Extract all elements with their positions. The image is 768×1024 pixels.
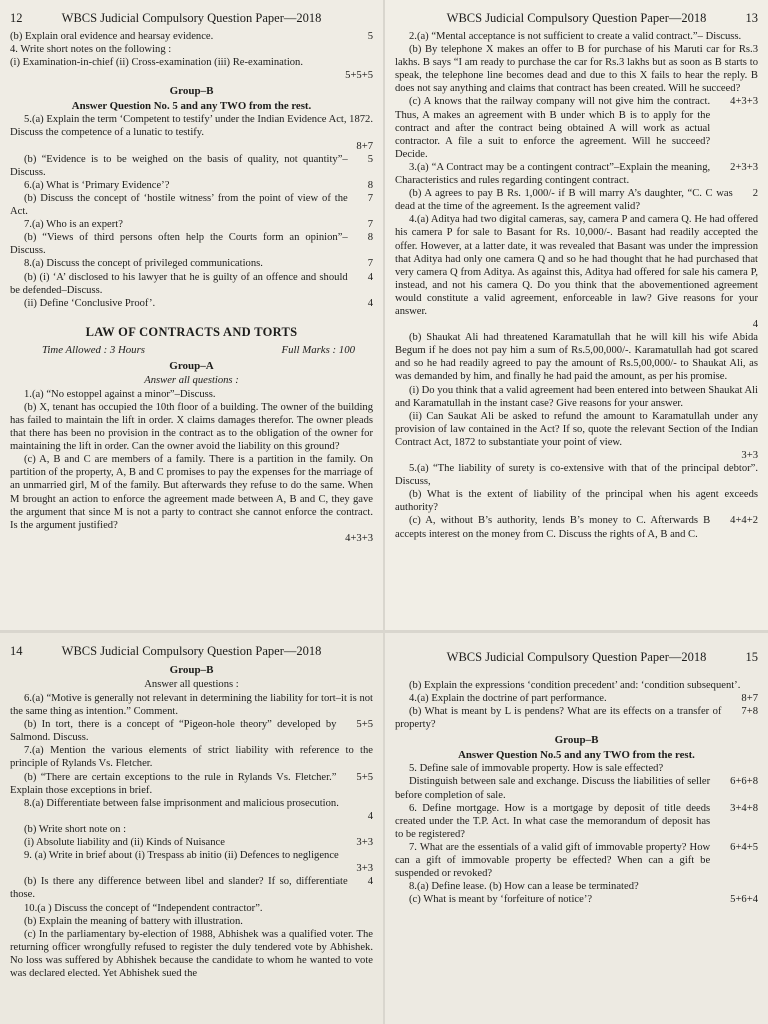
question: (b) “Evidence is to be weighed on the basis of quality, not quantity”– Discuss. 5 — [10, 153, 373, 178]
answer-instruction: Answer Question No. 5 and any TWO from the rest. — [71, 100, 312, 113]
question: 7. What are the essentials of a valid gift of immovable property? How can a gift of immovable property be effected? When can a gift be suspended or revoked? 6+4+5 — [395, 841, 758, 880]
page-header — [10, 643, 373, 659]
page-number: 13 — [745, 11, 758, 25]
question: (ii) Define ‘Conclusive Proof’. 4 — [24, 297, 373, 309]
marks: 8+7 — [356, 140, 373, 152]
question: (b) A agrees to pay B Rs. 1,000/- if B will marry A’s daughter, “C. C was dead at the time of the agreement. Is the agreement valid? 2 — [395, 188, 758, 213]
question: (b) Is there any difference between libel and slander? If so, differentiate those. 4 — [10, 876, 373, 901]
group-heading: Group–B — [169, 85, 214, 98]
page-number: 14 — [10, 644, 23, 658]
question: (c) A, without B’s authority, lends B’s money to C. Afterwards B accepts interest on the money from C. Discuss the rights of A, B and C. 4+4+2 — [395, 515, 758, 540]
question: 7.(a) Mention the various elements of strict liability with reference to the principle of Rylands Vs. Fletcher. — [10, 745, 373, 770]
question: (b) Explain the expressions ‘condition precedent’ and: ‘condition subsequent’. — [409, 680, 741, 691]
question: (c) In the parliamentary by-election of 1988, Abhishek was a qualified voter. The returning officer wrongfully refused to register the duly tendered vote by Abhishek. No loss was suffered by Abhishek because the candidate to whom he wanted to vote was declared elected. Yet Abhishek sued the — [10, 928, 373, 979]
question: (b) Shaukat Ali had threatened Karamatullah that he will kill his wife Abida Begum if he does not pay him a sum of Rs.5,00,000/-. Karamatullah had got scared and so he had readily agreed to pay the amount of Rs.5,00,000/- to Shaukat Ali, as was demanded by him, and finally he had paid the amount, as per his promise. — [395, 332, 758, 383]
marks: 3+3 — [741, 450, 758, 461]
question: (i) Do you think that a valid agreement had been entered into between Shaukat Ali and Karamatullah in the instant case? Give reasons for your answer. — [395, 384, 758, 409]
question: 4.(a) Explain the doctrine of part performance. 8+7 — [409, 693, 758, 705]
question: 10.(a ) Discuss the concept of “Independent contractor”. — [24, 902, 263, 914]
marks: 4 — [367, 810, 373, 822]
page-15 — [385, 633, 768, 1024]
question: (c) What is meant by ‘forfeiture of notice’? 5+6+4 — [409, 894, 758, 906]
question: (b) What is the extent of liability of the principal when his agent exceeds authority? — [395, 489, 758, 514]
exam-meta — [10, 343, 373, 357]
question: 4.(a) Aditya had two digital cameras, say, camera P and camera Q. He had offered his camera P for sale to Basant for Rs. 10,000/-. Basant had readily accepted the offer. However, at a latter date, it was revealed that Basant was under the impression that Aditya had only one camera Q and so he had thought that he had purchased that very camera Q from Aditya. As against this, Aditya had offered for sale his camera P, instead, and not his camera Q. Do you think that the abovementioned agreement would constitute a valid agreement, enforceable in law? Give reasons for your answer. — [395, 214, 758, 317]
marks: 4 — [752, 319, 758, 331]
question: (b) X, tenant has occupied the 10th floor of a building. The owner of the building has failed to maintain the lift in order. X claims damages therefor. The owner pleads that there has been no provision in the contract as to the obligation of the owner for maintaining the lift in order. Can the owner avoid the liability on this ground? — [10, 401, 373, 453]
time-allowed: Time Allowed : 3 Hours — [42, 343, 145, 356]
question: (b) What is meant by L is pendens? What are its effects on a transfer of property? 7+8 — [395, 706, 758, 731]
question: (b) Discuss the concept of ‘hostile witness’ from the point of view of the Act. 7 — [10, 192, 373, 218]
question-line: 4. Write short notes on the following : — [10, 44, 172, 56]
question: 6. Define mortgage. How is a mortgage by deposit of title deeds created under the T.P. Act. In what case the memorandum of deposit has to be registered? 3+4+8 — [395, 802, 758, 840]
header-title: WBCS Judicial Compulsory Question Paper—2018 — [61, 11, 322, 25]
page-12 — [0, 0, 383, 630]
page-13 — [385, 0, 768, 630]
answer-instruction: Answer Question No.5 and any TWO from the rest. — [458, 749, 695, 762]
question: 8.(a) Differentiate between false imprisonment and malicious prosecution. — [24, 797, 339, 809]
question: (b) “There are certain exceptions to the rule in Rylands Vs. Fletcher.” Explain those exceptions in brief. 5+5 — [10, 771, 373, 796]
question: (i) Absolute liability and (ii) Kinds of Nuisance 3+3 — [24, 837, 373, 849]
page-header — [395, 10, 758, 26]
header-title: WBCS Judicial Compulsory Question Paper—2018 — [446, 650, 707, 664]
question: (b) (i) ‘A’ disclosed to his lawyer that he is guilty of an offence and should be defended–Discuss. 4 — [10, 271, 373, 296]
page-number: 12 — [10, 11, 23, 25]
page-14 — [0, 633, 383, 1024]
answer-instruction: Answer all questions : — [144, 374, 239, 386]
question: (b) By telephone X makes an offer to B for purchase of his Maruti car for Rs.3 lakhs. B says “I am ready to purchase the car for Rs.3 lakhs but as soon as B starts to speak, the telephone line becomes dead and due to this X fails to hear the reply. B does not say anything and claims that contract has been created. Will he succeed? — [395, 44, 758, 95]
page-header — [395, 649, 758, 665]
marks: 4+3+3 — [345, 532, 373, 544]
question: 2.(a) “Mental acceptance is not sufficient to create a valid contract.”– Discuss. — [409, 31, 742, 42]
answer-instruction: Answer all questions : — [144, 679, 239, 690]
page-header — [10, 10, 373, 26]
question: Distinguish between sale and exchange. Discuss the liabilities of seller before completion of sale. 6+6+8 — [395, 776, 758, 801]
question: 8.(a) Define lease. (b) How can a lease be terminated? — [409, 881, 639, 893]
question: (b) In tort, there is a concept of “Pigeon-hole theory” developed by Salmond. Discuss. 5+5 — [10, 719, 373, 744]
header-title: WBCS Judicial Compulsory Question Paper—2018 — [446, 11, 707, 25]
group-heading: Group–A — [169, 359, 214, 372]
group-heading: Group–B — [554, 734, 599, 747]
marks: 5+5+5 — [345, 70, 373, 82]
question: (c) A, B and C are members of a family. There is a partition in the family. On partition of the property, A, B and C promises to pay the expenses for the marriage of an unmarried girl, M of the family. But afterwards they refuse to do the same. When M brought an action to enforce the agreement made between A, B and C, they gave the argument that since M is not a party to contract she cannot enforce the contract. Is the argument justified? — [10, 454, 373, 531]
marks: 3+3 — [356, 863, 373, 875]
question: 8.(a) Discuss the concept of privileged communications. 7 — [24, 258, 373, 270]
question: 5.(a) “The liability of surety is co-extensive with that of the principal debtor”. Discuss, — [395, 463, 758, 488]
full-marks: Full Marks : 100 — [281, 343, 355, 356]
question-line: (b) Explain oral evidence and hearsay evidence. 5 — [10, 31, 373, 42]
question: 5. Define sale of immovable property. How is sale effected? — [409, 763, 664, 775]
question: 6.(a) “Motive is generally not relevant in determining the liability for tort–it is not the same thing as intention.” Comment. — [10, 693, 373, 718]
question: 5.(a) Explain the term ‘Competent to testify’ under the Indian Evidence Act, 1872. Discuss the competence of a lunatic to testify. — [10, 114, 373, 139]
question: 3.(a) “A Contract may be a contingent contract”–Explain the meaning, Characteristics and rules regarding contingent contract. 2+3+3 — [395, 161, 758, 187]
question: 6.(a) What is ‘Primary Evidence’? 8 — [24, 179, 373, 191]
question: (b) Explain the meaning of battery with illustration. — [24, 915, 243, 927]
question: (b) Write short note on : — [24, 823, 127, 835]
group-heading: Group–B — [169, 664, 214, 676]
question: 9. (a) Write in brief about (i) Trespass ab initio (ii) Defences to negligence — [24, 850, 339, 862]
page-number: 15 — [745, 650, 758, 664]
question: (ii) Can Saukat Ali be asked to refund the amount to Karamatullah under any provision of law contained in the Act? If so, quote the relevant Section of the Indian Contract Act, 1872 to substantiate your point of view. — [395, 410, 758, 448]
section-title: LAW OF CONTRACTS AND TORTS — [85, 324, 298, 339]
header-title: WBCS Judicial Compulsory Question Paper—2018 — [61, 644, 322, 658]
question: 1.(a) “No estoppel against a minor”–Discuss. — [24, 388, 216, 400]
question: (c) A knows that the railway company will not give him the contract. Thus, A makes an agreement with B under which B is to apply for the contract and after the contract being obtained A will work as actual contractor. A file a suit to enforce the agreement. Will he succeed? Decide. 4+3+3 — [395, 96, 758, 160]
question: (b) “Views of third persons often help the Courts form an opinion”– Discuss. 8 — [10, 232, 373, 257]
question-line: (i) Examination-in-chief (ii) Cross-examination (iii) Re-examination. — [10, 57, 304, 69]
question: 7.(a) Who is an expert? 7 — [24, 219, 373, 231]
